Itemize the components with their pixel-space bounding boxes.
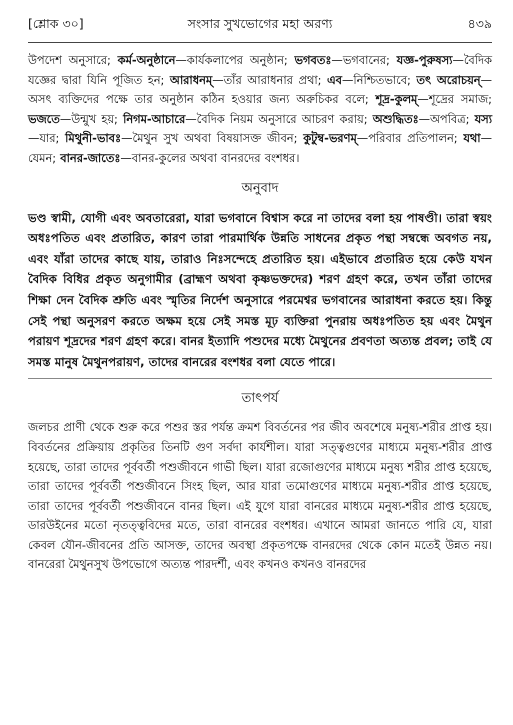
synonym-definition: —নিশ্চিতভাবে; bbox=[342, 72, 417, 87]
translation-text: ভণ্ড স্বামী, যোগী এবং অবতারেরা, যারা ভগবানে বিশ্বাস করে না তাদের বলা হয় পাষণ্ডী। তারা স্বয়ং অধঃপতিত এবং প্রতারিত, কারণ তারা পারমার্থিক উন্নতি সাধনের প্রকৃত পন্থা সম্বন্ধে অবগত নয়, এবং যাঁরা তাদের কাছে যায়, তারাও নিঃসন্দেহে প্রতারিত হয়। এইভাবে প্রতারিত হয়ে কেউ যখন বৈদিক বিধির প্রকৃত অনুগামীর (ব্রাহ্মণ অথবা কৃষ্ণভক্তদের) শরণ গ্রহণ করে, তখন তাঁরা তাদের শিক্ষা দেন বৈদিক শ্রুতি এবং স্মৃতির নির্দেশ অনুসারে পরমেশ্বর ভগবানের আরাধনা করতে হয়। কিন্তু সেই পন্থা অনুসরণ করতে অক্ষম হয়ে সেই সমস্ত মূঢ় ব্যক্তিরা পুনরায় অধঃপতিত হয় এবং মৈথুন পরায়ণ শূদ্রদের শরণ গ্রহণ করে। বানর ইত্যাদি পশুদের মধ্যে মৈথুনের প্রবণতা অত্যন্ত প্রবল; তাই যে সমস্ত মানুষ মৈথুনপরায়ণ, তাদের বানরের বংশধর বলা যেতে পারে। bbox=[28, 210, 492, 369]
synonym-term: যজ্ঞ-পুরুষস্য bbox=[396, 53, 453, 67]
translation-heading: অনুবাদ bbox=[241, 180, 279, 196]
synonym-definition: —বৈদিক নিয়ম অনুসারে আচরণ করায়; bbox=[185, 111, 373, 126]
running-header bbox=[28, 16, 492, 43]
synonym-definition: —তাঁর আরাধনার প্রথা; bbox=[212, 72, 328, 87]
synonym-definition: —অপবিত্র; bbox=[418, 111, 475, 126]
synonym-definition: —শূদ্রের সমাজ; bbox=[417, 92, 493, 107]
word-for-word-synonyms bbox=[28, 51, 492, 169]
chapter-title: সংসার সুখভোগের মহা অরণ্য bbox=[187, 16, 333, 31]
synonym-term: ভগবতঃ bbox=[294, 53, 332, 67]
section-divider bbox=[28, 378, 492, 379]
page-number: ৪৩৯ bbox=[467, 16, 492, 31]
synonym-definition: —পরিবার প্রতিপালন; bbox=[356, 131, 464, 146]
synonym-term: এব bbox=[327, 72, 343, 87]
synonym-definition: —মৈথুন সুখ অথবা বিষয়াসক্ত জীবন; bbox=[121, 131, 304, 146]
synonym-definition: —উন্মুখ হয়; bbox=[59, 111, 124, 126]
purport-text: জলচর প্রাণী থেকে শুরু করে পশুর স্তর পর্যন্ত ক্রমশ বিবর্তনের পর জীব অবশেষে মনুষ্য-শরীর প্রাপ্ত হয়। বিবর্তনের প্রক্রিয়ায় প্রকৃতির তিনটি গুণ সর্বদা কার্যশীল। যারা সত্ত্বগুণের মাধ্যমে মনুষ্য-শরীর প্রাপ্ত হয়েছে, তারা তাদের পূর্ববর্তী পশুজীবনে গাভী ছিল। যারা রজোগুণের মাধ্যমে মনুষ্য শরীর প্রাপ্ত হয়েছে, তারা তাদের পূর্ববর্তী পশুজীবনে সিংহ ছিল, আর যারা তমোগুণের মাধ্যমে মনুষ্য-শরীর প্রাপ্ত হয়েছে, তারা তাদের পূর্ববর্তী পশুজীবনে বানর ছিল। এই যুগে যারা বানরের মাধ্যমে মনুষ্য-শরীর প্রাপ্ত হয়েছে, ডারউইনের মতো নৃতত্ত্ববিদের মতে, তারা বানরের বংশধর। এখানে আমরা জানতে পারি যে, যারা কেবল যৌন-জীবনের প্রতি আসক্ত, তাদের অবস্থা প্রকৃতপক্ষে বানরদের থেকে কোন মতেই উন্নত নয়। বানরেরা মৈথুনসুখ উপভোগে অত্যন্ত পারদর্শী, এবং কখনও কখনও বানরদের bbox=[28, 420, 492, 572]
synonym-term: মিথুনী-ভাবঃ bbox=[65, 131, 122, 146]
synonym-definition: —অসৎ ব্যক্তিদের পক্ষে তার অনুষ্ঠান কঠিন হওয়ার জন্য অরুচিকর বলে; bbox=[28, 72, 492, 107]
synonym-definition: —ভগবানের; bbox=[331, 53, 397, 67]
synonym-definition: —যার; bbox=[28, 131, 66, 146]
synonym-definition: —বৈদিক যজ্ঞের দ্বারা যিনি পূজিত হন; bbox=[28, 53, 492, 87]
purport-heading: তাৎপর্য bbox=[241, 391, 279, 407]
synonym-term: ভজতে bbox=[28, 111, 60, 126]
synonym-definition: —যেমন; bbox=[28, 131, 492, 165]
synonym-term: বানর-জাতেঃ bbox=[60, 150, 121, 165]
synonym-term: যস্য bbox=[474, 111, 492, 126]
synonym-term: কুটুম্ব-ভরণম্ bbox=[303, 131, 357, 146]
synonym-term: অশুদ্ধিতঃ bbox=[372, 111, 419, 126]
synonym-definition: —কার্যকলাপের অনুষ্ঠান; bbox=[175, 53, 295, 67]
synonym-term: নিগম-আচারে bbox=[123, 111, 186, 126]
synonym-term: কর্ম-অনুষ্ঠানে bbox=[117, 53, 176, 67]
synonym-term: আরাধনম্ bbox=[169, 72, 213, 87]
book-page bbox=[28, 16, 492, 575]
verse-reference: [শ্লোক ৩০] bbox=[28, 16, 84, 31]
synonym-term: তৎ অরোচয়ন্ bbox=[416, 72, 481, 87]
synonym-definition: উপদেশ অনুসারে; bbox=[28, 53, 118, 67]
synonym-term: শূদ্র-কুলম্ bbox=[375, 92, 418, 107]
synonym-definition: —বানর-কুলের অথবা বানরদের বংশধর। bbox=[120, 150, 300, 165]
synonym-term: যথা bbox=[463, 131, 481, 146]
